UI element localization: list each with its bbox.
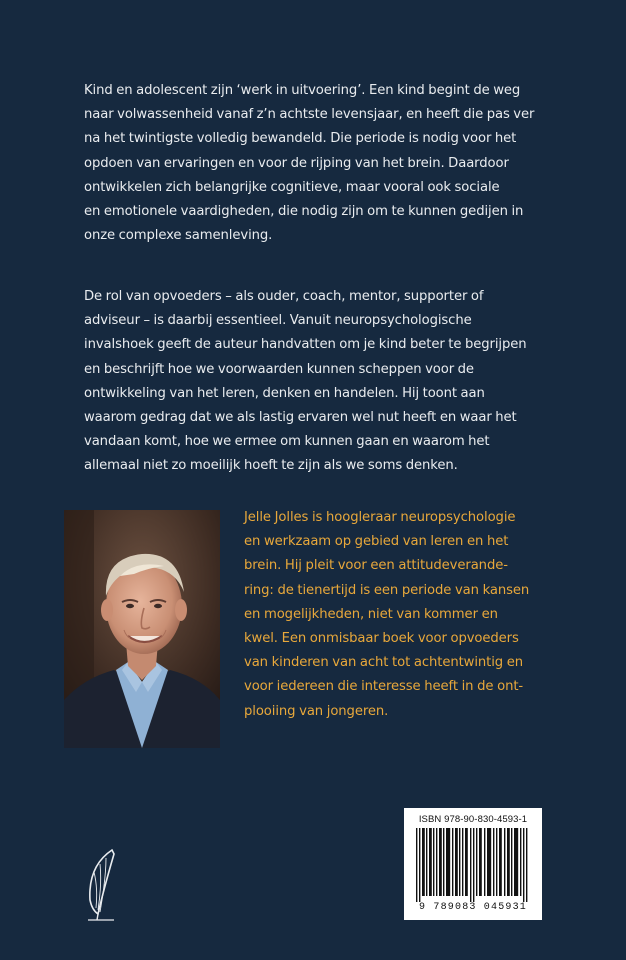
blurb-line: ontwikkelen zich belangrijke cognitieve, maar vooral ook sociale xyxy=(84,179,500,195)
blurb-line: waarom gedrag dat we als lastig ervaren wel nut heeft en waar het xyxy=(84,410,517,426)
blurb-line: naar volwassenheid vanaf z’n achtste levensjaar, en heeft die pas ver xyxy=(84,107,535,123)
author-bio xyxy=(244,506,544,724)
blurb-line: Kind en adolescent zijn ‘werk in uitvoering’. Een kind begint de weg xyxy=(84,83,521,98)
bio-line: voor iedereen die interesse heeft in de ont- xyxy=(244,679,524,695)
blurb-line: opdoen van ervaringen en voor de rijping van het brein. Daardoor xyxy=(84,155,509,171)
feather-quill-icon xyxy=(80,848,120,922)
blurb-paragraph-2 xyxy=(84,285,554,479)
blurb-paragraph-1 xyxy=(84,79,554,248)
blurb-line: adviseur – is daarbij essentieel. Vanuit neuropsychologische xyxy=(84,313,472,329)
blurb-line: en emotionele vaardigheden, die nodig zijn om te kunnen gedijen in xyxy=(84,204,524,220)
bio-line: brein. Hij pleit voor een attitudeverande- xyxy=(244,558,508,574)
blurb-line: vandaan komt, hoe we ermee om kunnen gaan en waarom het xyxy=(84,434,490,450)
blurb-line: na het twintigste volledig bewandeld. Die periode is nodig voor het xyxy=(84,131,517,147)
barcode-bars xyxy=(410,828,536,902)
blurb-line: allemaal niet zo moeilijk hoeft te zijn als we soms denken. xyxy=(84,458,458,474)
bio-line: en mogelijkheden, niet van kommer en xyxy=(244,606,498,622)
blurb-line: en beschrijft hoe we voorwaarden kunnen scheppen voor de xyxy=(84,361,474,377)
barcode-label xyxy=(404,808,542,920)
bio-line: ring: de tienertijd is een periode van kansen xyxy=(244,582,530,598)
bio-line: Jelle Jolles is hoogleraar neuropsychologie xyxy=(244,510,516,525)
blurb-line: onze complexe samenleving. xyxy=(84,228,273,244)
barcode-digits: 9 789083 045931 xyxy=(418,902,527,913)
bio-line: kwel. Een onmisbaar boek voor opvoeders xyxy=(244,631,519,647)
publisher-logo xyxy=(80,848,120,926)
blurb-line: ontwikkeling van het leren, denken en handelen. Hij toont aan xyxy=(84,385,485,401)
bio-line: plooiing van jongeren. xyxy=(244,703,389,719)
blurb-line: invalshoek geeft de auteur handvatten om je kind beter te begrijpen xyxy=(84,337,527,353)
bio-line: van kinderen van acht tot achtentwintig en xyxy=(244,655,524,671)
bio-line: en werkzaam op gebied van leren en het xyxy=(244,534,509,550)
author-photo xyxy=(64,510,220,748)
blurb-line: De rol van opvoeders – als ouder, coach, mentor, supporter of xyxy=(84,289,484,304)
isbn-number: ISBN 978-90-830-4593-1 xyxy=(418,814,528,825)
